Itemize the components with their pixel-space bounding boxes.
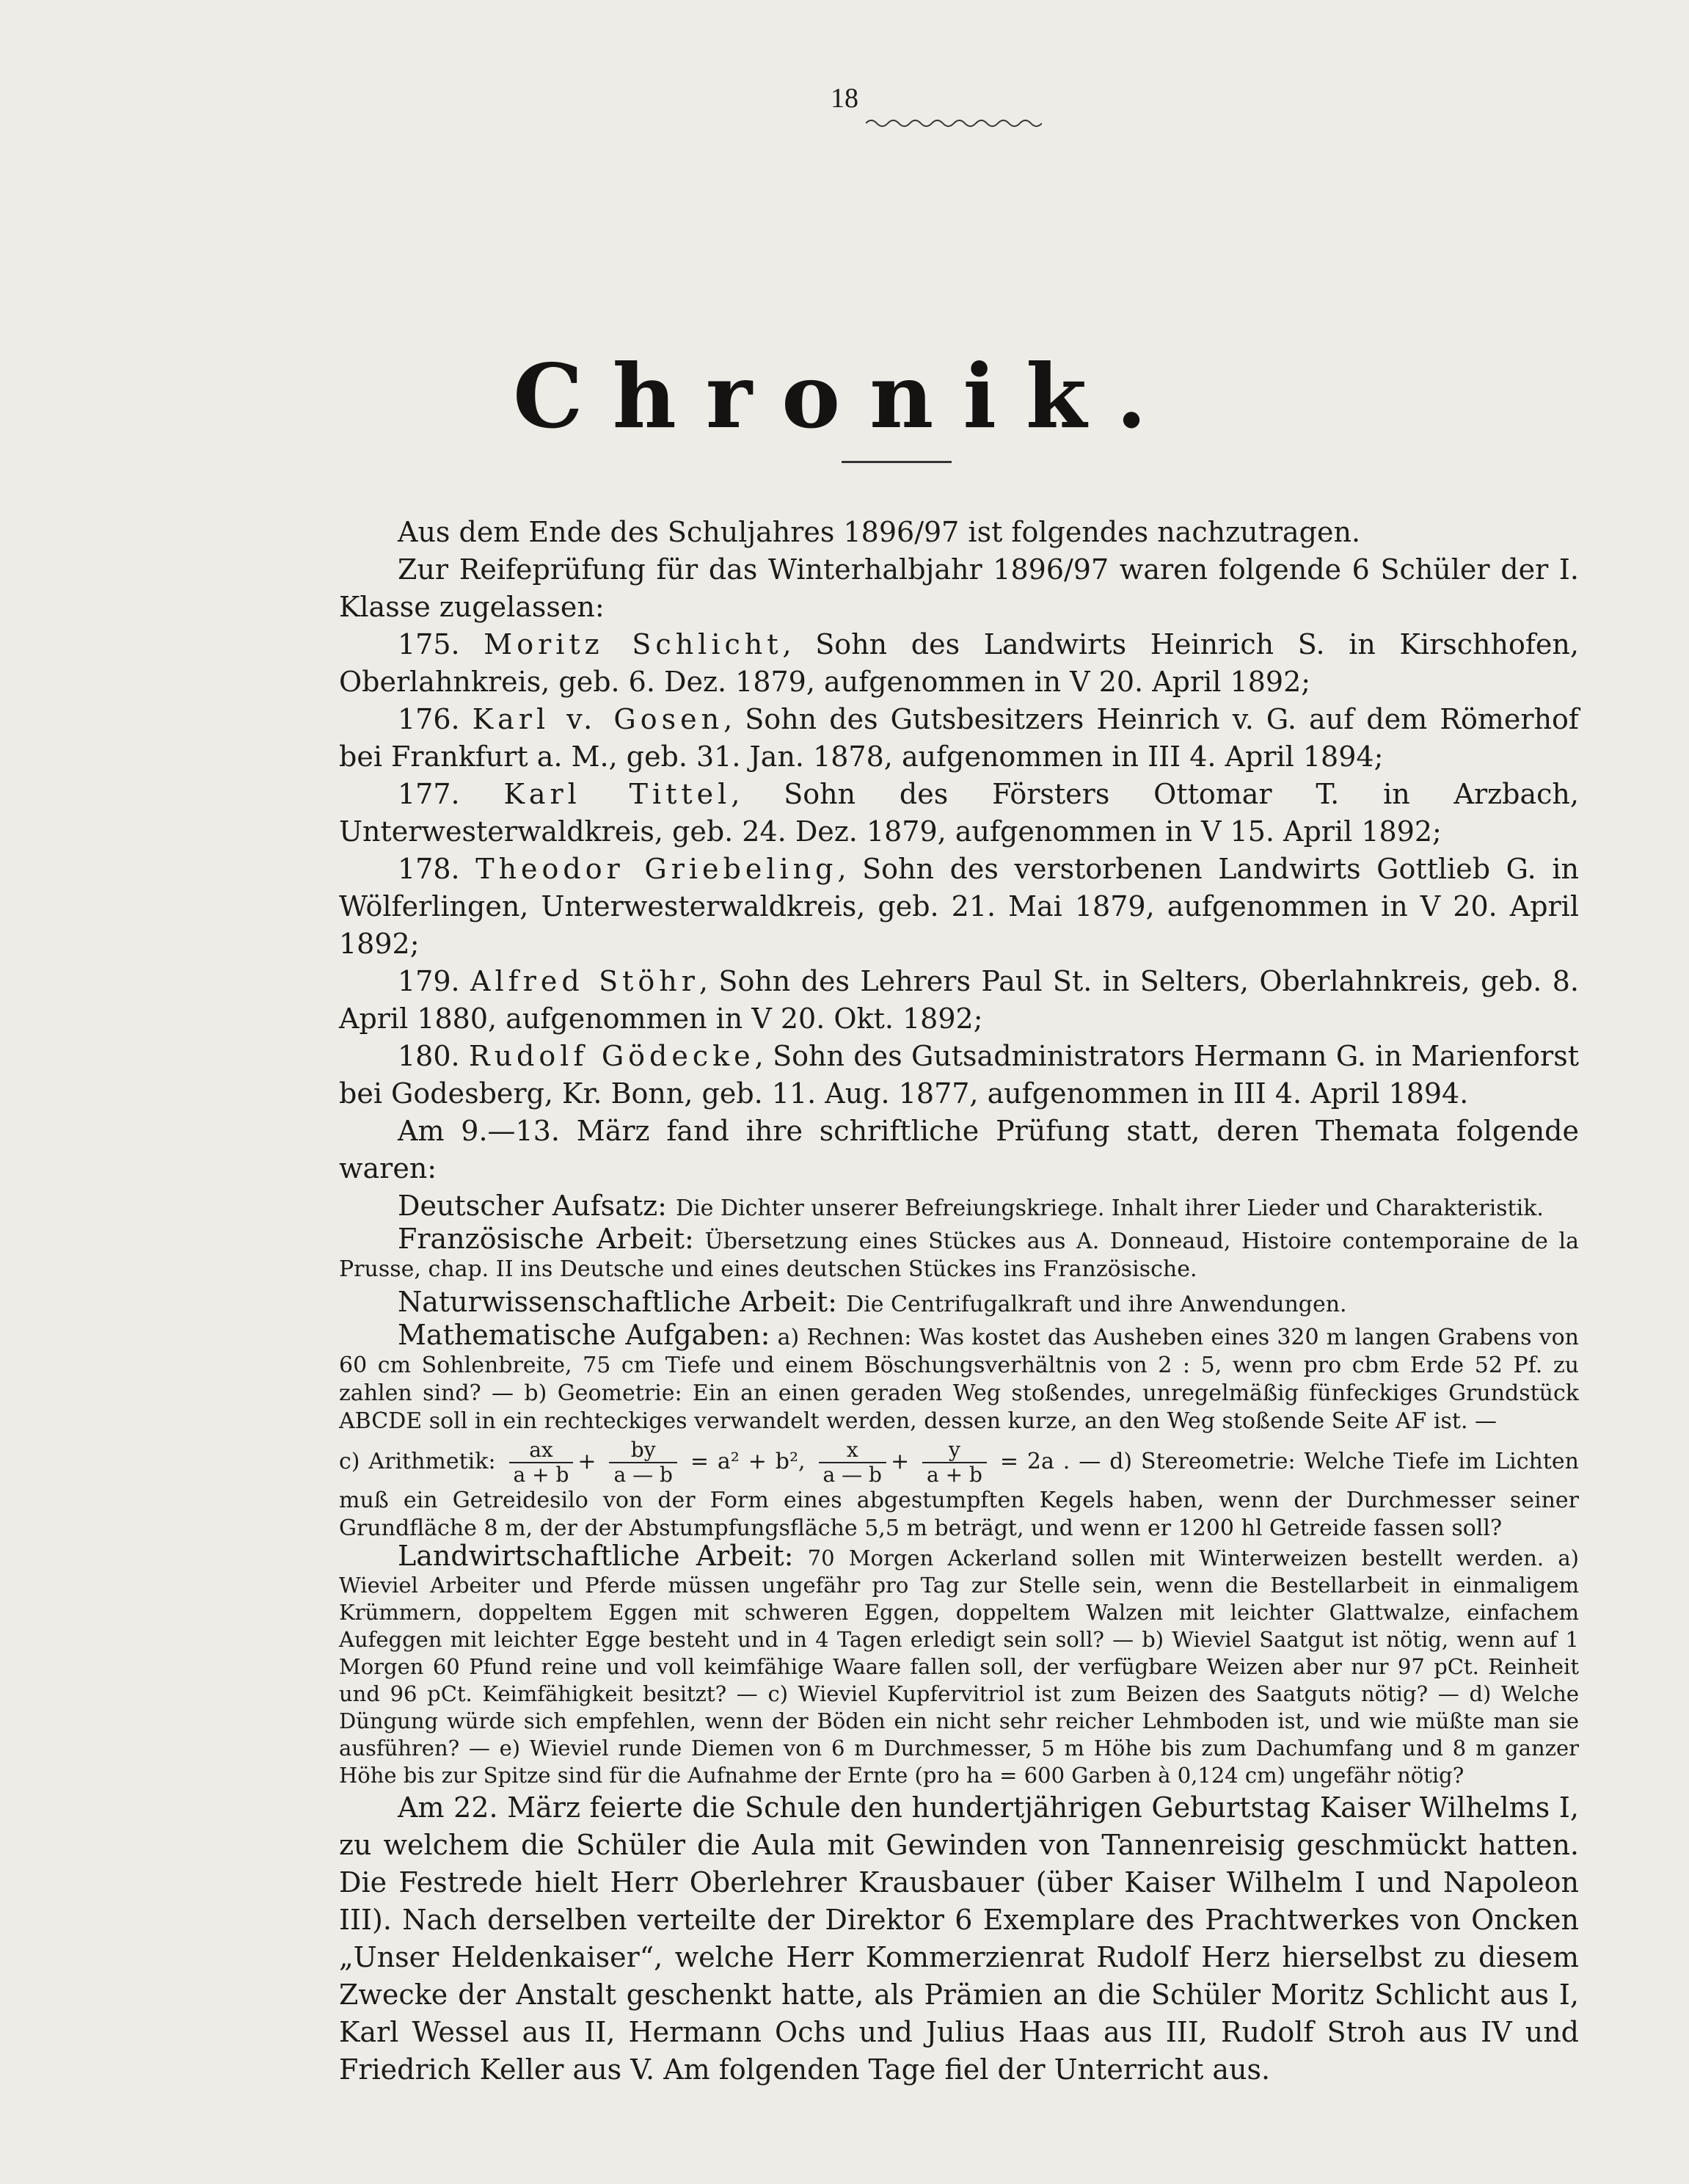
intro-paragraph: Aus dem Ende des Schuljahres 1896/97 ist folgendes nachzutragen. [398, 516, 1361, 548]
student-name: Rudolf Gödecke [468, 1040, 755, 1072]
student-entry: 180. Rudolf Gödecke, Sohn des Gutsadministrators Hermann G. in Marienforst bei Godesberg, Kr. Bonn, geb. 11. Aug. 1877, aufgenommen in III 4. April 1894. [339, 1040, 1579, 1110]
fraction: $\frac{x}{a — b}$ [819, 1438, 886, 1487]
landw-topic: Landwirtschaftliche Arbeit: 70 Morgen Ackerland sollen mit Winterweizen bestellt werden. a) Wieviel Arbeiter und Pferde müssen ungefähr pro Tag zur Stelle sein, wenn die Bestellarbeit in einmaligem Krümmern, doppeltem Eggen mit schweren Eggen, doppeltem Walzen mit leichter Glattwalze, einfachem Aufeggen mit leichter Egge besteht und in 4 Tagen erledigt sein soll? — b) Wieviel Saatgut ist nötig, wenn auf 1 Morgen 60 Pfund reine und voll keimfähige Waare fallen soll, der verfügbare Weizen aber nur 97 pCt. Reinheit und 96 pCt. Keimfähigkeit besitzt? — c) Wieviel Kupfervitriol ist zum Beizen des Saatguts nötig? — d) Welche Düngung würde sich empfehlen, wenn der Böden ein nicht sehr reicher Lehmboden ist, und wie müßte man sie ausführen? — e) Wieviel runde Diemen von 6 m Durchmesser, 5 m Höhe bis zum Dachumfang und 8 m ganzer Höhe bis zur Spitze sind für die Aufnahme der Ernte (pro ha = 600 Garben à 0,124 cm) ungefähr nötig? [339, 1540, 1579, 1788]
ornament-squiggle [866, 117, 1042, 129]
mathe-arithmetic: c) Arithmetik: $\frac{ax}{a + b}$ + $\frac{by}{a — b}$ = a² + b², $\frac{x}{a — b}$ + $\frac{y}{a + b}$ = 2a . — d) Stereometrie: Welche Tiefe im Lichten muß ein Getreidesilo von der Form eines abgestumpften Kegels haben, wenn der Durchmesser seiner Grundfläche 8 m, der der Abstumpfungsfläche 5,5 m beträgt, und wenn er 1200 hl Getreide fassen soll? [339, 1438, 1579, 1541]
student-entry: 179. Alfred Stöhr, Sohn des Lehrers Paul St. in Selters, Oberlahnkreis, geb. 8. April 1880, aufgenommen in V 20. Okt. 1892; [339, 965, 1579, 1035]
student-entry: 178. Theodor Griebeling, Sohn des verstorbenen Landwirts Gottlieb G. in Wölferlingen, Unterwesterwaldkreis, geb. 21. Mai 1879, aufgenommen in V 20. April 1892; [339, 853, 1579, 960]
fraction: $\frac{y}{a + b}$ [922, 1438, 987, 1487]
fraction: $\frac{ax}{a + b}$ [509, 1438, 574, 1487]
franz-topic: Französische Arbeit: Übersetzung eines Stückes aus A. Donneaud, Histoire contemporaine de la Prusse, chap. II ins Deutsche und eines deutschen Stückes ins Französische. [339, 1223, 1580, 1282]
title-divider [842, 461, 952, 463]
pruefung-paragraph: Am 9.—13. März fand ihre schriftliche Prüfung statt, deren Themata folgende waren: [339, 1115, 1579, 1184]
page-title: Chronik. [513, 345, 1176, 448]
student-entry: 175. Moritz Schlicht, Sohn des Landwirts Heinrich S. in Kirschhofen, Oberlahnkreis, geb. 6. Dez. 1879, aufgenommen in V 20. April 1892; [339, 628, 1579, 698]
student-name: Karl Tittel [503, 778, 732, 810]
student-name: Moritz Schlicht [484, 628, 783, 660]
student-entry: 177. Karl Tittel, Sohn des Försters Ottomar T. in Arzbach, Unterwesterwaldkreis, geb. 24. Dez. 1879, aufgenommen in V 15. April 1892; [339, 778, 1579, 848]
mathe-topic: Mathematische Aufgaben: a) Rechnen: Was kostet das Ausheben eines 320 m langen Grabens von 60 cm Sohlenbreite, 75 cm Tiefe und einem Böschungsverhältnis von 2 : 5, wenn pro cbm Erde 52 Pf. zu zahlen sind? — b) Geometrie: Ein an einen geraden Weg stoßendes, unregelmäßig fünfeckiges Grundstück ABCDE soll in ein rechteckiges verwandelt werden, dessen kurze, an den Weg stoßende Seite AF ist. — [339, 1319, 1579, 1434]
natur-topic: Naturwissenschaftliche Arbeit: Die Centrifugalkraft und ihre Anwendungen. [398, 1286, 1347, 1318]
student-entry: 176. Karl v. Gosen, Sohn des Gutsbesitzers Heinrich v. G. auf dem Römerhof bei Frankfurt a. M., geb. 31. Jan. 1878, aufgenommen in III 4. April 1894; [339, 703, 1579, 773]
student-name: Alfred Stöhr [470, 965, 699, 997]
final-paragraph: Am 22. März feierte die Schule den hundertjährigen Geburtstag Kaiser Wilhelms I, zu welchem die Schüler die Aula mit Gewinden von Tannenreisig geschmückt hatten. Die Festrede hielt Herr Oberlehrer Krausbauer (über Kaiser Wilhelm I und Napoleon III). Nach derselben verteilte der Direktor 6 Exemplare des Prachtwerkes von Oncken „Unser Heldenkaiser“, welche Herr Kommerzienrat Rudolf Herz hierselbst zu diesem Zwecke der Anstalt geschenkt hatte, als Prämien an die Schüler Moritz Schlicht aus I, Karl Wessel aus II, Hermann Ochs und Julius Haas aus III, Rudolf Stroh aus IV und Friedrich Keller aus V. Am folgenden Tage fiel der Unterricht aus. [339, 1791, 1579, 2086]
reife-paragraph: Zur Reifeprüfung für das Winterhalbjahr 1896/97 waren folgende 6 Schüler der I. Klasse zugelassen: [339, 553, 1579, 623]
deutsch-topic: Deutscher Aufsatz: Die Dichter unserer Befreiungskriege. Inhalt ihrer Lieder und Charakteristik. [398, 1190, 1544, 1222]
page-number: 18 [831, 83, 858, 114]
student-name: Karl v. Gosen [472, 703, 724, 735]
student-name: Theodor Griebeling [475, 853, 838, 885]
body-text [339, 514, 1579, 2089]
fraction: $\frac{by}{a — b}$ [609, 1438, 676, 1487]
